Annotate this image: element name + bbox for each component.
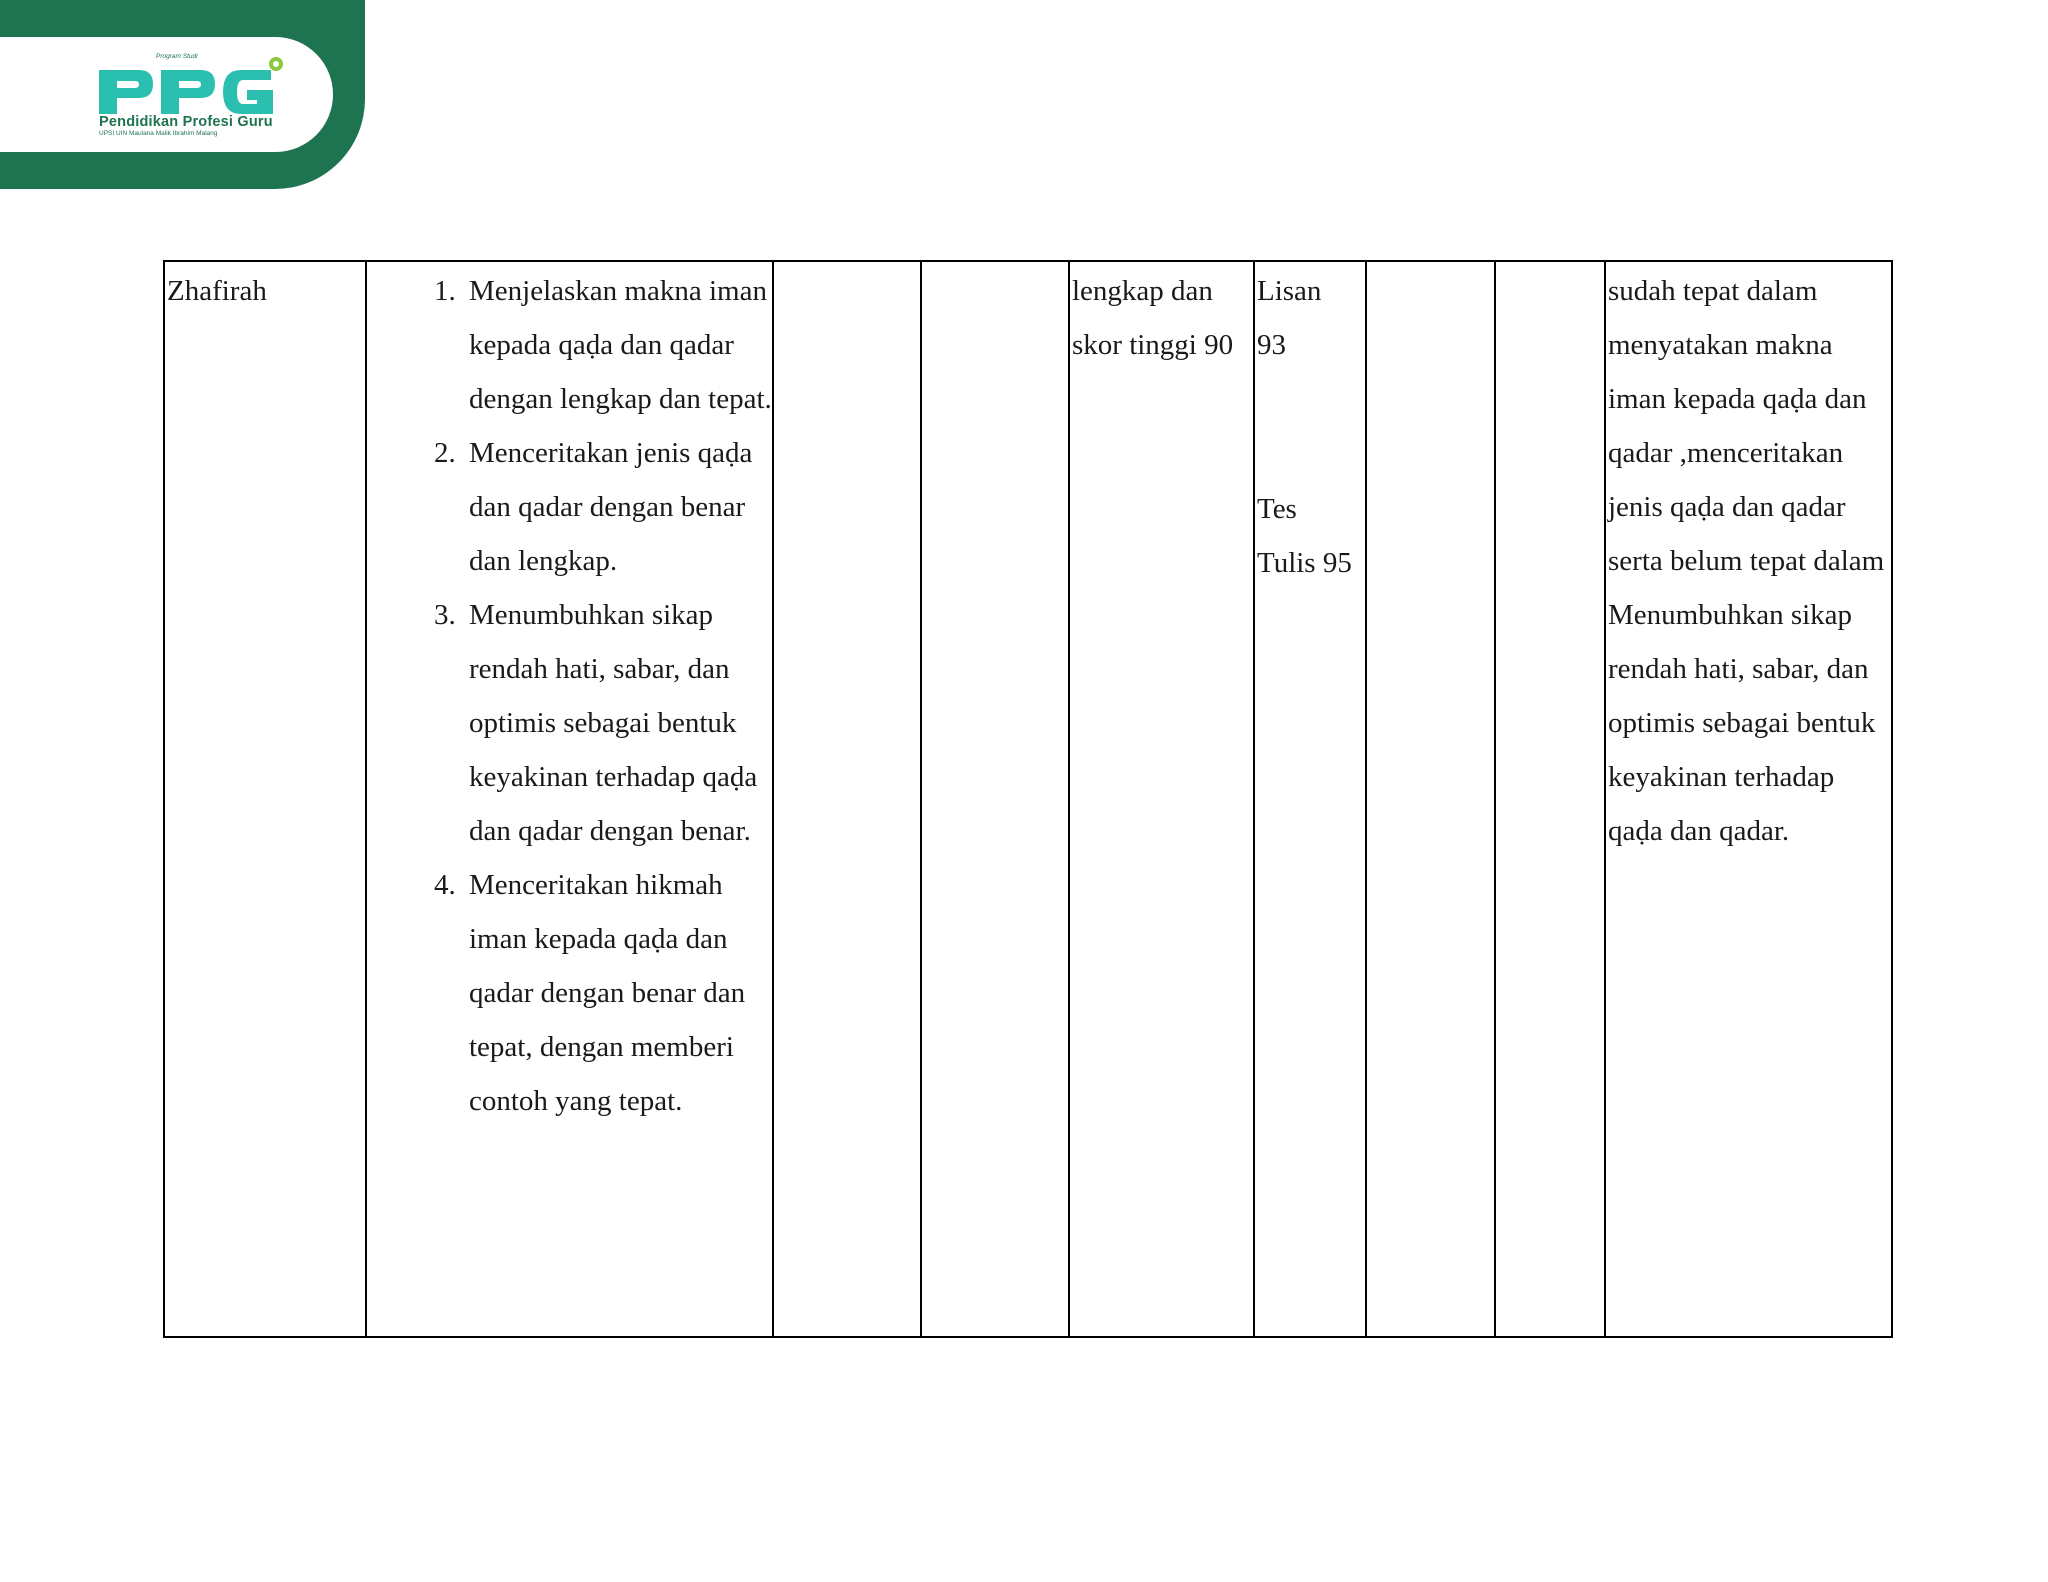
student-name-cell	[164, 261, 366, 1337]
score-oral: Lisan 93	[1257, 275, 1322, 361]
logo-title: Pendidikan Profesi Guru	[99, 114, 273, 130]
empty-cell-8	[1495, 261, 1605, 1337]
score-cell	[1254, 261, 1366, 1337]
score-written: Tes Tulis 95	[1257, 493, 1352, 579]
criteria-cell	[1069, 261, 1254, 1337]
empty-cell-4	[921, 261, 1069, 1337]
objectives-list	[367, 264, 772, 1128]
empty-cell-3	[773, 261, 921, 1337]
objective-item: 2. Menceritakan jenis qaḍa dan qadar dengan benar dan lengkap.	[463, 426, 772, 588]
logo-top-label: Program Studi	[156, 53, 198, 60]
notes-cell	[1605, 261, 1892, 1337]
student-name: Zhafirah	[167, 275, 267, 307]
objective-item: 1. Menjelaskan makna iman kepada qaḍa dan qadar dengan lengkap dan tepat.	[463, 264, 772, 426]
criteria-text: lengkap dan skor tinggi 90	[1072, 275, 1234, 361]
objective-item: 3. Menumbuhkan sikap rendah hati, sabar, dan optimis sebagai bentuk keyakinan terhadap qaḍa dan qadar dengan benar.	[463, 588, 772, 858]
table-row	[164, 261, 1892, 1337]
ppg-logo-icon	[95, 52, 285, 122]
objective-item: 4. Menceritakan hikmah iman kepada qaḍa dan qadar dengan benar dan tepat, dengan memberi contoh yang tepat.	[463, 858, 772, 1128]
logo-subtitle: UPSI UIN Maulana Malik Ibrahim Malang	[99, 130, 218, 137]
assessment-table	[163, 260, 1893, 1338]
notes-text: sudah tepat dalam menyatakan makna iman kepada qaḍa dan qadar ,menceritakan jenis qaḍa dan qadar serta belum tepat dalam Menumbuhkan sikap rendah hati, sabar, dan optimis sebagai bentuk keyakinan terhadap qaḍa dan qadar.	[1608, 275, 1885, 847]
objectives-cell	[366, 261, 773, 1337]
assessment-table-container	[163, 260, 1893, 1338]
empty-cell-7	[1366, 261, 1495, 1337]
